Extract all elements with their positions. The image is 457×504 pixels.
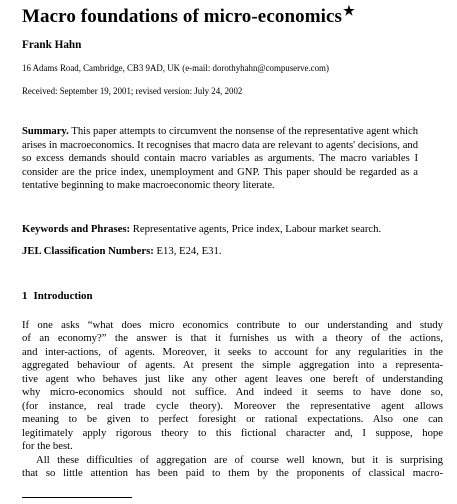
body-line: If one asks “what does micro economics contribute to our understanding and study bbox=[22, 319, 443, 331]
body-line: why micro-economics should not suffice. And indeed it seems to have done so, bbox=[22, 386, 443, 399]
summary-text: This paper attempts to circumvent the nonsense of the representative agent which arises in macroeconomics. It recognises that macro data are relevant to agents' decisions, and so excess demands should contain macro variables as arguments. The macro variables I consider are the price index, unemployment and GNP. This paper should be regarded as a tentative beginning to make macroeconomic theory literate. bbox=[22, 126, 419, 192]
body-line: aggregated behaviour of agents. At present the simple aggregation into a representa- bbox=[22, 359, 443, 372]
summary-label: Summary. bbox=[22, 126, 69, 137]
author-address: 16 Adams Road, Cambridge, CB3 9AD, UK (e-mail: dorothyhahn@compuserve.com) bbox=[22, 63, 329, 73]
body-line: meaning to be given to perfect foresight or rational expectations. Also one can bbox=[22, 413, 443, 426]
footnote-divider bbox=[22, 497, 132, 498]
keywords-label: Keywords and Phrases: bbox=[22, 223, 131, 235]
received-dates: Received: September 19, 2001; revised version: July 24, 2002 bbox=[22, 86, 243, 96]
keywords-text: Representative agents, Price index, Labour market search. bbox=[132, 223, 382, 235]
paper-title bbox=[22, 3, 355, 28]
author-name: Frank Hahn bbox=[22, 39, 82, 51]
section-heading bbox=[22, 290, 93, 302]
jel-text: E13, E24, E31. bbox=[156, 245, 222, 257]
body-line: legitimately apply rigorous theory to this fictional character and, I suppose, hope bbox=[22, 426, 443, 439]
body-line: of an economy?” the answer is that it furnishes us with a theory of the actions, bbox=[22, 332, 443, 345]
body-line: for the best. bbox=[22, 440, 73, 453]
introduction-body bbox=[22, 319, 443, 480]
section-title: Introduction bbox=[33, 290, 93, 302]
body-line: and inter-actions, of agents. Moreover, it seeks to account for any regularities in the bbox=[22, 345, 443, 358]
abstract bbox=[22, 125, 418, 193]
body-line: tive agent who behaves just like any other agent leaves one bereft of understanding bbox=[22, 372, 443, 385]
body-line: that so little attention has been paid to them by the proponents of classical macro- bbox=[22, 466, 443, 479]
jel-classification bbox=[22, 245, 222, 257]
jel-label: JEL Classification Numbers: bbox=[22, 245, 154, 257]
section-number: 1 bbox=[22, 290, 28, 302]
title-text: Macro foundations of micro-economics bbox=[22, 6, 343, 27]
keywords bbox=[22, 223, 422, 235]
body-line: All these difficulties of aggregation are of course well known, but it is surprising bbox=[36, 453, 443, 466]
title-footnote-marker: ★ bbox=[343, 3, 355, 18]
body-line: (for instance, real trade cycle theory). Moreover the representative agent allows bbox=[22, 399, 443, 412]
